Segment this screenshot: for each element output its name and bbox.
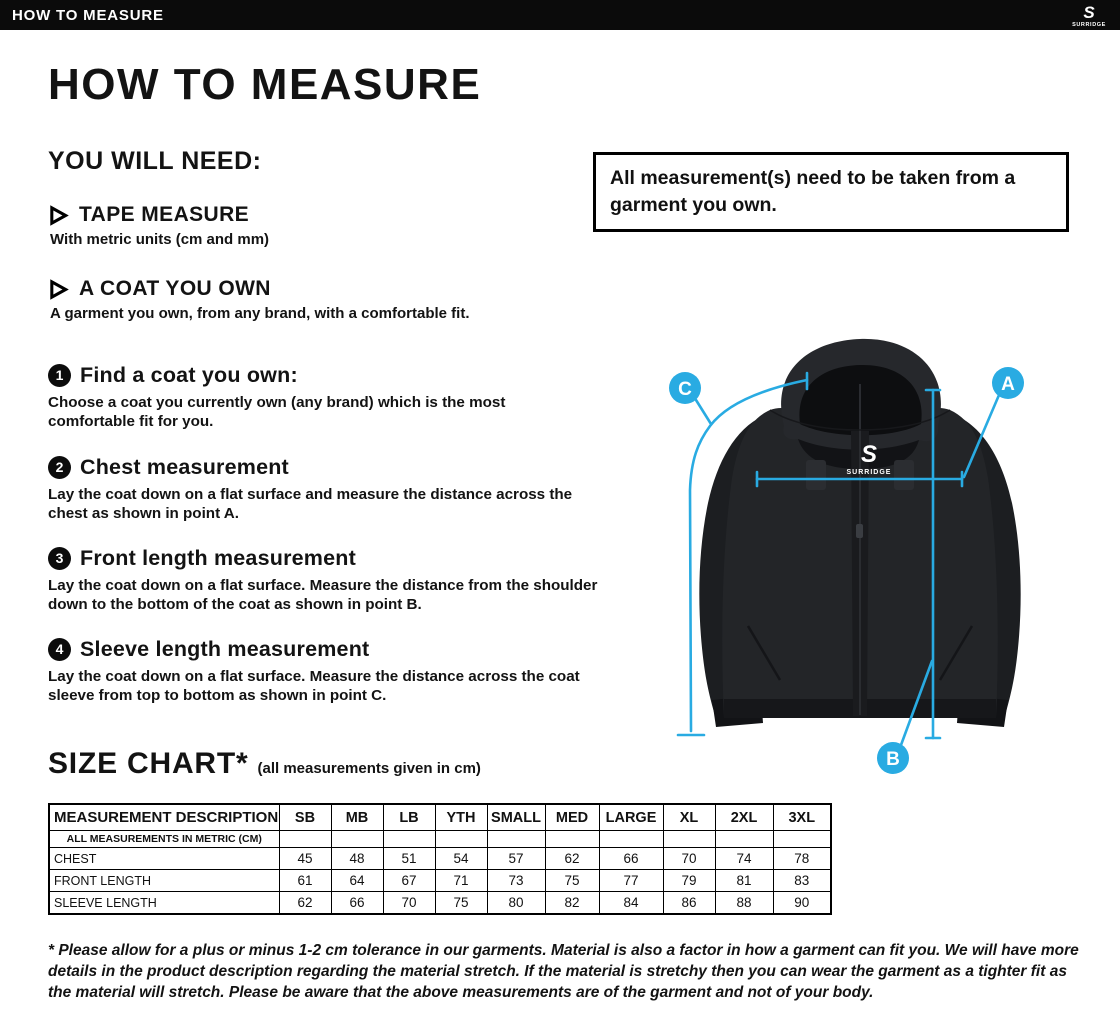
- need-item-label: A COAT YOU OWN: [79, 277, 271, 300]
- cell-value: 86: [663, 892, 715, 915]
- cell-value: 82: [545, 892, 599, 915]
- cell-value: 70: [663, 848, 715, 870]
- label-c: C: [678, 379, 692, 400]
- step-description: Lay the coat down on a flat surface. Measure the distance from the shoulder down to the bottom of the coat as shown in point B.: [48, 577, 598, 614]
- cell-value: 62: [279, 892, 331, 915]
- column-header: YTH: [435, 804, 487, 831]
- step-description: Lay the coat down on a flat surface. Measure the distance across the coat sleeve from top to bottom as shown in point C.: [48, 668, 580, 705]
- table-row: [49, 848, 831, 870]
- column-header: LB: [383, 804, 435, 831]
- cell-value: 57: [487, 848, 545, 870]
- step-number-badge: 4: [48, 638, 71, 661]
- cell-value: 83: [773, 870, 831, 892]
- cell-value: 71: [435, 870, 487, 892]
- cell-value: 80: [487, 892, 545, 915]
- column-header: MEASUREMENT DESCRIPTION: [49, 804, 279, 831]
- cell-value: 75: [545, 870, 599, 892]
- cell-value: 79: [663, 870, 715, 892]
- cell-value: 64: [331, 870, 383, 892]
- cell-value: 78: [773, 848, 831, 870]
- column-header: MED: [545, 804, 599, 831]
- row-label: FRONT LENGTH: [49, 870, 279, 892]
- step-1: [48, 363, 596, 432]
- cell-value: 70: [383, 892, 435, 915]
- label-b: B: [886, 749, 900, 770]
- notice-box: All measurement(s) need to be taken from a garment you own.: [593, 152, 1069, 232]
- step-title: Front length measurement: [80, 546, 356, 570]
- step-2: [48, 455, 613, 524]
- cell-value: 45: [279, 848, 331, 870]
- cell-value: 81: [715, 870, 773, 892]
- arrow-triangle-icon: [48, 279, 69, 300]
- tolerance-footnote: * Please allow for a plus or minus 1-2 cm tolerance in our garments. Material is also a factor in how a garment can fit you. We will have more details in the product description regarding the material stretch. If the material is stretchy then you can wear the garment as a tighter fit as the material will stretch. Please be aware that the above measurements are of the garment and not of your body.: [48, 942, 1079, 1001]
- column-header: 2XL: [715, 804, 773, 831]
- top-bar: [0, 0, 1120, 30]
- zipper-pull: [856, 524, 863, 538]
- size-chart-heading: [48, 747, 481, 781]
- surridge-logo: [1066, 1, 1112, 29]
- cell-value: 74: [715, 848, 773, 870]
- page-title: HOW TO MEASURE: [48, 60, 482, 109]
- column-header: SMALL: [487, 804, 545, 831]
- you-will-need-heading: YOU WILL NEED:: [48, 147, 262, 175]
- cell-value: 73: [487, 870, 545, 892]
- step-description: Choose a coat you currently own (any brand) which is the most comfortable fit for you.: [48, 394, 506, 431]
- surridge-logo-text: SURRIDGE: [1072, 22, 1106, 28]
- cell-value: 90: [773, 892, 831, 915]
- cell-value: 75: [435, 892, 487, 915]
- size-chart-subtitle: (all measurements given in cm): [257, 760, 481, 777]
- step-number-badge: 1: [48, 364, 71, 387]
- jacket-logo-s-icon: S: [860, 441, 878, 468]
- jacket-logo-text: SURRIDGE: [846, 469, 892, 476]
- need-item-description: With metric units (cm and mm): [50, 231, 270, 248]
- step-description: Lay the coat down on a flat surface and measure the distance across the chest as shown in point A.: [48, 486, 573, 523]
- cell-value: 67: [383, 870, 435, 892]
- arrow-triangle-icon: [48, 205, 69, 226]
- column-header: LARGE: [599, 804, 663, 831]
- cell-value: 77: [599, 870, 663, 892]
- need-item-tape-measure: [48, 203, 269, 248]
- cell-value: 66: [599, 848, 663, 870]
- cell-value: 62: [545, 848, 599, 870]
- need-item-coat: [48, 277, 469, 322]
- table-note: ALL MEASUREMENTS IN METRIC (CM): [49, 831, 279, 848]
- column-header: XL: [663, 804, 715, 831]
- jacket-diagram-svg: [620, 328, 1100, 798]
- need-item-label: TAPE MEASURE: [79, 203, 250, 226]
- table-row: [49, 870, 831, 892]
- table-note-row: [49, 831, 831, 848]
- label-a: A: [1001, 374, 1015, 395]
- step-4: [48, 637, 608, 706]
- column-header: SB: [279, 804, 331, 831]
- step-title: Chest measurement: [80, 455, 289, 479]
- size-chart-title: SIZE CHART*: [48, 747, 249, 780]
- cell-value: 61: [279, 870, 331, 892]
- step-number-badge: 2: [48, 456, 71, 479]
- step-title: Find a coat you own:: [80, 363, 298, 387]
- cell-value: 48: [331, 848, 383, 870]
- cell-value: 54: [435, 848, 487, 870]
- cell-value: 66: [331, 892, 383, 915]
- jacket-measurement-diagram: [620, 328, 1100, 798]
- row-label: CHEST: [49, 848, 279, 870]
- cell-value: 88: [715, 892, 773, 915]
- cell-value: 51: [383, 848, 435, 870]
- table-row: [49, 892, 831, 915]
- step-number-badge: 3: [48, 547, 71, 570]
- step-3: [48, 546, 640, 615]
- column-header: MB: [331, 804, 383, 831]
- need-item-description: A garment you own, from any brand, with a comfortable fit.: [50, 305, 470, 322]
- table-header-row: [49, 804, 831, 831]
- row-label: SLEEVE LENGTH: [49, 892, 279, 915]
- column-header: 3XL: [773, 804, 831, 831]
- surridge-s-icon: S: [1083, 3, 1095, 22]
- step-title: Sleeve length measurement: [80, 637, 370, 661]
- cell-value: 84: [599, 892, 663, 915]
- size-chart-table: [48, 803, 832, 915]
- top-bar-title: HOW TO MEASURE: [12, 6, 164, 24]
